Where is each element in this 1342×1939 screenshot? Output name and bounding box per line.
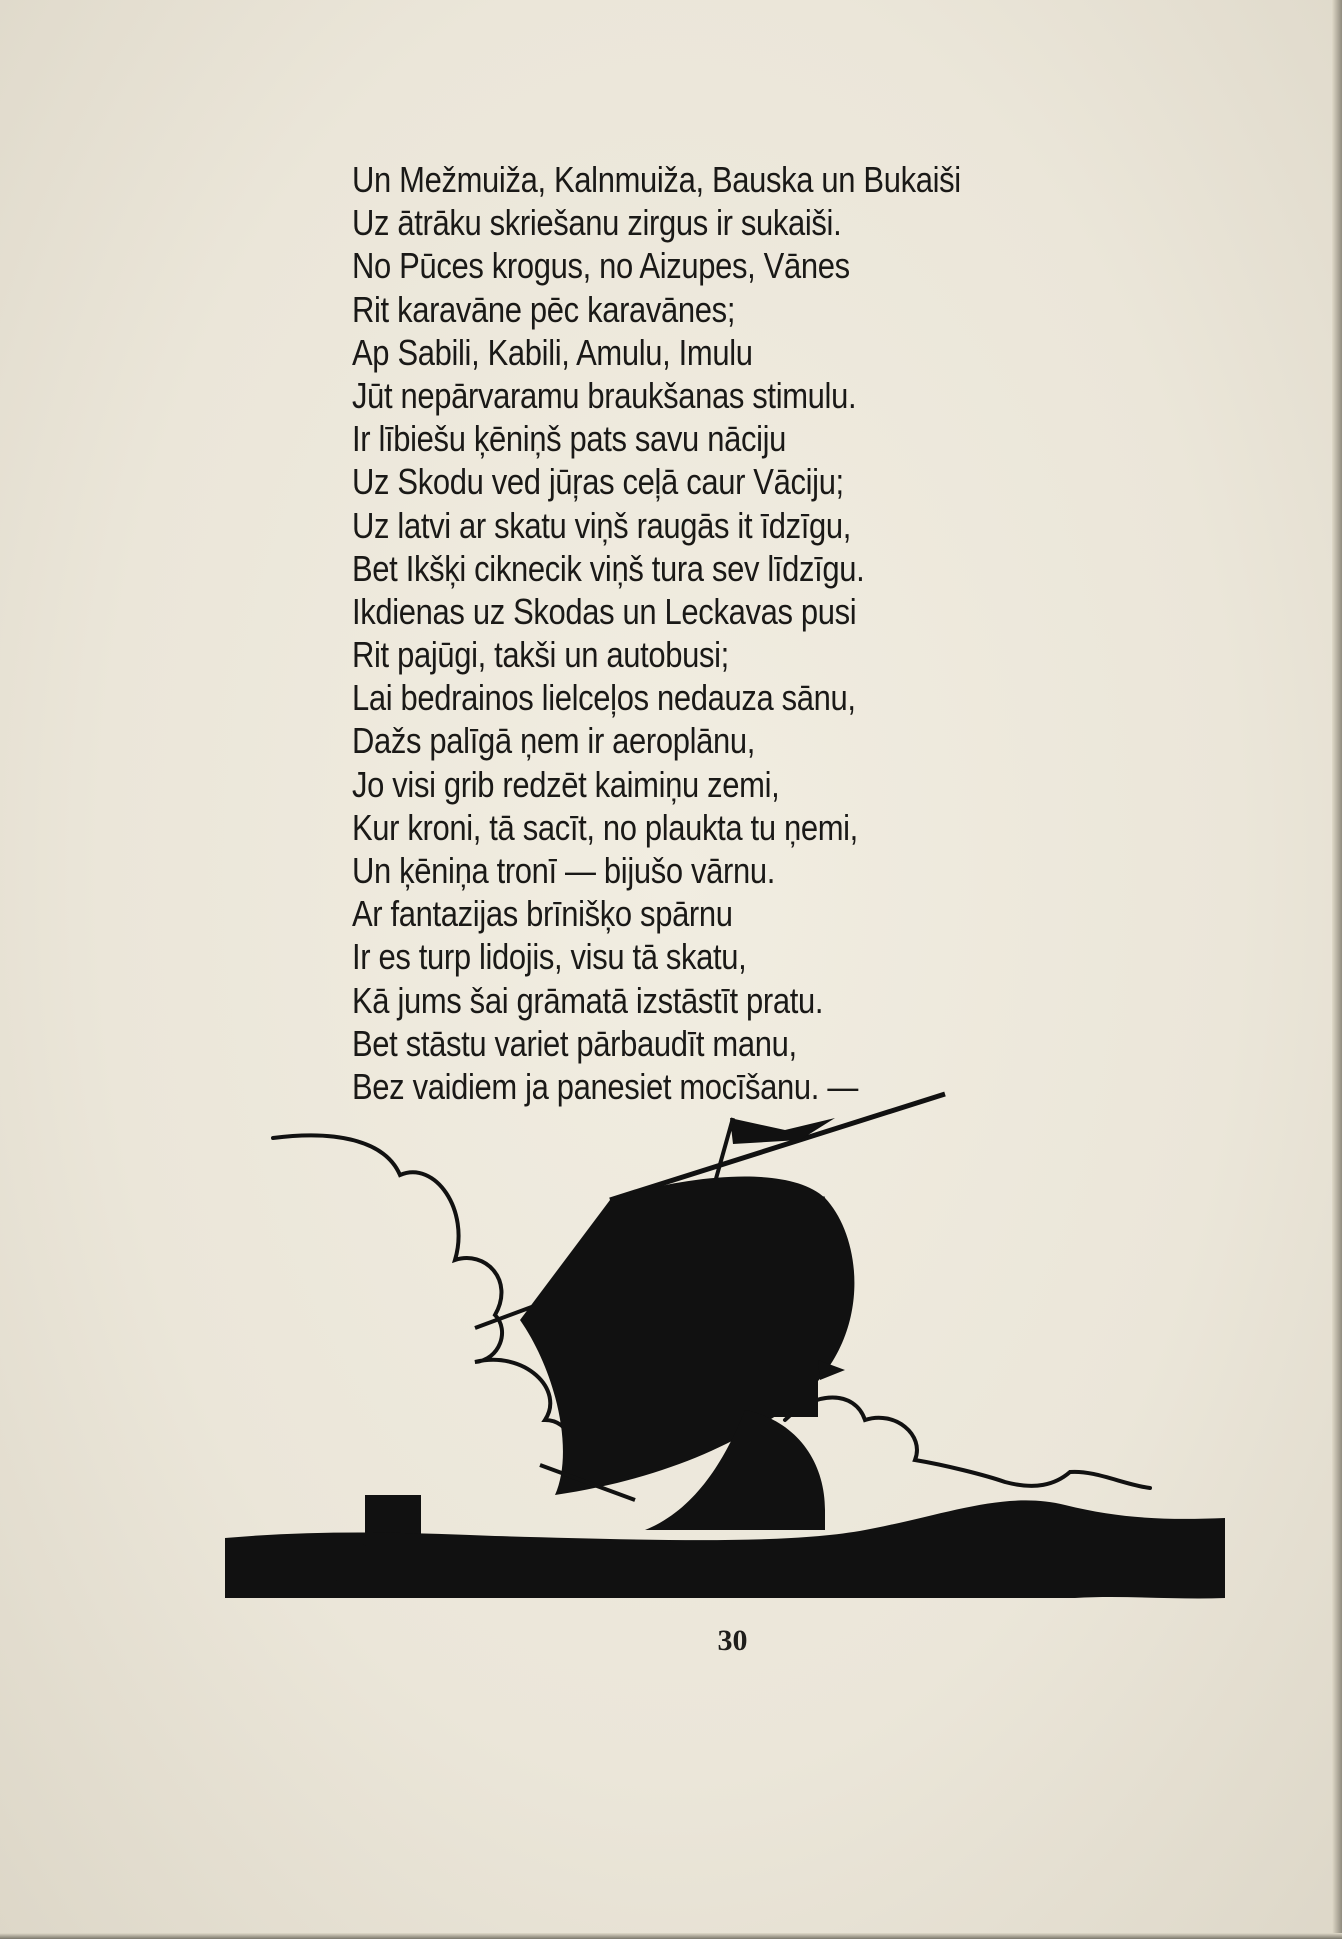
poem-line: Uz Skodu ved jūŗas ceļā caur Vāciju; (352, 461, 844, 503)
poem-line: Jūt nepārvaramu braukšanas stimulu. (352, 374, 857, 416)
poem-line: Bet stāstu variet pārbaudīt manu, (352, 1022, 797, 1064)
stern-cabin (770, 1355, 818, 1417)
poem-line: Ir lībiešu ķēniņš pats savu nāciju (352, 418, 787, 460)
poem-line: Dažs palīgā ņem ir aeroplānu, (352, 720, 756, 762)
cloud-outline-right (785, 1398, 1150, 1489)
poem-line: Uz latvi ar skatu viņš raugās it īdzīgu, (352, 504, 852, 546)
ship-silhouette-illustration (225, 1090, 1230, 1610)
page-edge-right (1332, 0, 1342, 1939)
poem-line: Kur kroni, tā sacīt, no plaukta tu ņemi, (352, 806, 858, 848)
page-number: 30 (717, 1624, 748, 1657)
pennant-flag (730, 1118, 835, 1144)
poem-line: Ap Sabili, Kabili, Amulu, Imulu (352, 331, 753, 373)
poem-line: Uz ātrāku skriešanu zirgus ir sukaiši. (352, 202, 842, 244)
poem-text (352, 158, 1132, 1108)
poem-line: Ar fantazijas brīnišķo spārnu (352, 893, 733, 935)
poem-line: Bez vaidiem ja panesiet mocīšanu. — (352, 1065, 858, 1107)
poem-line: Un Mežmuiža, Kalnmuiža, Bauska un Bukaiši (352, 159, 961, 200)
poem-line: Rit pajūgi, takši un autobusi; (352, 634, 729, 676)
poem-line: Rit karavāne pēc karavānes; (352, 288, 736, 330)
page-edge-bottom (0, 1933, 1342, 1939)
cloud-outline (273, 1135, 574, 1470)
poem-line: Ikdienas uz Skodas un Leckavas pusi (352, 590, 857, 632)
poem-line: Ir es turp lidojis, visu tā skatu, (352, 936, 747, 978)
poem-line: Kā jums šai grāmatā izstāstīt pratu. (352, 979, 824, 1021)
poem-line: Un ķēniņa tronī — bijušo vārnu. (352, 850, 776, 891)
poem-line: Jo visi grib redzēt kaimiņu zemi, (352, 763, 780, 805)
poem-line: Lai bedrainos lielceļos nedauza sānu, (352, 677, 856, 719)
poem-line: Bet Ikšķi ciknecik viņš tura sev līdzīgu. (352, 547, 865, 589)
poem-line: No Pūces krogus, no Aizupes, Vānes (352, 245, 850, 287)
